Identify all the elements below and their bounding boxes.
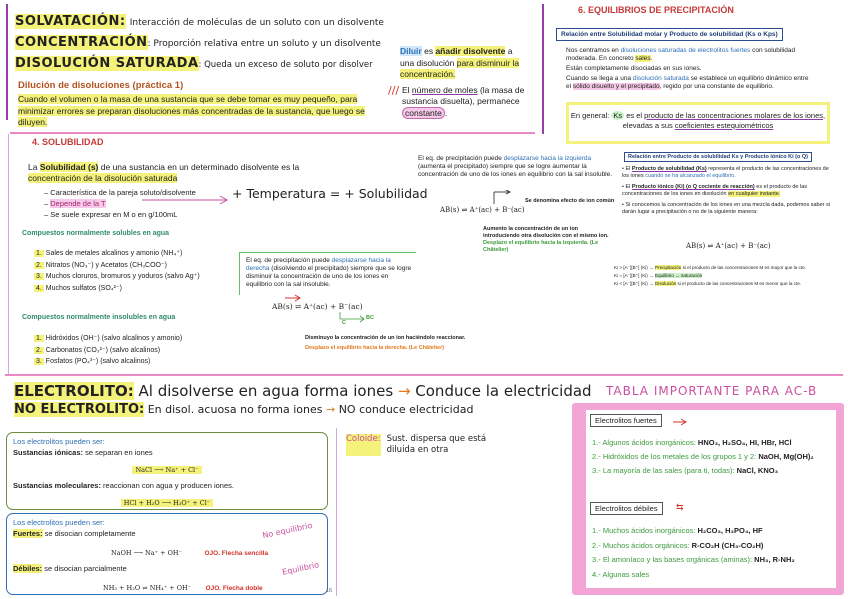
fuertes-title: Electrolitos fuertes	[590, 414, 662, 427]
ojo-flecha-doble: OJO. Flecha doble	[205, 585, 263, 592]
constante-word: constante	[402, 107, 445, 119]
tabla-electrolitos	[572, 403, 844, 595]
electrolitos-box-1: Los electrolitos pueden ser: Sustancias iónicas: se separan en iones NaCl ⟶ Na⁺ + Cl⁻ Sustancias moleculares: reaccionan con agua y producen iones. HCl + H₂O ⟶ H₃O⁺ + Cl⁻	[6, 432, 328, 510]
tabla-importante-note: TABLA IMPORTANTE PARA AC-B	[606, 384, 818, 398]
equilibrios-body: Nos centramos en disoluciones saturadas de electrolitos fuertes con solubilidad moderada. En concreto sales. Están completamente disociadas en sus iones. Cuando se llega a una disolución saturada se establece un equilibrio dinámico entre el sólido disuelto y el precipitado, regido por una constante de equilibrio.	[566, 47, 809, 90]
list-item: 3.- La mayoría de las sales (para ti, todas): NaCl, KNO₃	[592, 466, 779, 475]
list-item: 2. Carbonatos (CO₃²⁻) (salvo alcalinos)	[36, 346, 161, 354]
dilucion-body: Cuando el volumen o la masa de una sustancia que se debe tomar es muy pequeño, para minimizar errores se preparan disoluciones más concentradas de la sustancia, que luego se diluyen.	[18, 94, 365, 127]
concentracion-def: : Proporción relativa entre un soluto y un disolvente	[147, 39, 381, 49]
ks-qi-equation: AB(s) ⇌ A⁺(ac) + B⁻(ac)	[686, 242, 771, 250]
derecha-box: El eq. de precipitación puede desplazarse hacia la derecha (disolviendo el precipitado) siempre que se logre disminuir la concentración de uno de los iones en equilibrio con la sal insoluble.	[239, 252, 416, 295]
triple-slash-marks: ///	[388, 83, 400, 97]
divider-pink-mid	[10, 132, 535, 134]
solvatacion-term: SOLVATACIÓN:	[15, 14, 126, 29]
ks-qi-rules	[614, 264, 839, 288]
equilibrios-title: 6. EQUILIBRIOS DE PRECIPITACIÓN	[578, 5, 734, 15]
derecha-bc-label: BC	[366, 315, 374, 321]
ion-comun-text: El eq. de precipitación puede desplazarse hacia la izquierda (aumenta el precipitado) siempre que se logre aumentar la concentración de uno de los iones en equilibrio con la sal insoluble.	[418, 155, 613, 178]
list-item: 1.- Muchos ácidos inorgánicos: H₂CO₃, H₃PO₄, HF	[592, 526, 763, 535]
bullet-item: – Se suele expresar en M o en g/100mL	[44, 210, 178, 219]
divider-purple-top	[6, 4, 8, 120]
solubilidad-title: 4. SOLUBILIDAD	[32, 137, 104, 147]
equation-nh3: NH₃ + H₂O ⇌ NH₄⁺ + OH⁻	[103, 584, 192, 592]
list-item: 4. Muchos sulfatos (SO₄²⁻)	[36, 284, 122, 292]
fuertes-list	[592, 436, 834, 478]
equilibrios-box-title: Relación entre Solubilidad molar y Producto de solubilidad (Ks o Kps)	[556, 28, 783, 41]
ks-qi-title: Relación entre Producto de solubilidad Ks y Producto iónico Ki (o Q)	[624, 152, 812, 162]
definitions-block	[15, 12, 385, 75]
list-item: 4.- Algunas sales	[592, 569, 650, 579]
temperatura-note: + Temperatura = + Solubilidad	[232, 186, 428, 201]
divider-pink-lower	[5, 374, 843, 376]
no-equilibrio-note: No equilibrio	[261, 520, 314, 541]
page-number: 16	[326, 588, 333, 594]
list-item: 1. Sales de metales alcalinos y amonio (NH₄⁺)	[36, 250, 183, 257]
list-item: 1.- Algunos ácidos inorgánicos: HNO₃, H₂SO₄, HI, HBr, HCl	[592, 438, 792, 447]
solvatacion-def: Interacción de moléculas de un soluto con un disolvente	[129, 18, 384, 28]
electrolito-line: ELECTROLITO: Al disolverse en agua forma iones → Conduce la electricidad	[14, 382, 592, 400]
bullet-item: – Característica de la pareja soluto/disolvente	[44, 188, 196, 197]
ion-comun-foot: Aumento la concentración de un ion introduciendo otra disolución con el mismo ion. Desplazo el equilibrio hacia la izquierda. (Le Châtelier)	[483, 226, 609, 253]
derecha-red-arrow	[283, 294, 303, 302]
divider-purple-lower	[336, 428, 337, 596]
diluir-note: Diluir es añadir disolvente a una disolución para disminuir la concentración. /// El número de moles (la masa de sustancia disuelta), permanece constante .	[388, 46, 525, 118]
electrolitos-box-2: Los electrolitos pueden ser: Fuertes: se disocian completamente NaOH ⟶ Na⁺ + OH⁻ OJO. Flecha sencilla Débiles: se disocian parcialmente NH₃ + H₂O ⇌ NH₄⁺ + OH⁻ OJO. Flecha doble	[6, 513, 328, 595]
equation-nacl: NaCl ⟶ Na⁺ + Cl⁻	[132, 466, 201, 474]
disolucion-def: : Queda un exceso de soluto por disolver	[198, 60, 373, 70]
ion-comun-arrows	[490, 190, 520, 206]
tabla-inner	[586, 410, 836, 588]
debiles-list	[592, 524, 834, 582]
list-item: 2. Nitratos (NO₃⁻) y Acetatos (CH₃COO⁻)	[36, 261, 168, 269]
ion-comun-equation: AB(s) ⇌ A⁺(ac) + B⁻(ac)	[440, 206, 525, 214]
derecha-equation: AB(s) ⇌ A⁺(ac) + B⁻(ac)	[272, 302, 363, 311]
list-item: 3. Fosfatos (PO₄³⁻) (salvo alcalinos)	[36, 358, 151, 365]
equation-naoh: NaOH ⟶ Na⁺ + OH⁻	[111, 549, 183, 557]
concentracion-term: CONCENTRACIÓN	[15, 35, 148, 50]
debiles-title: Electrolitos débiles	[590, 502, 663, 515]
ks-general-box: En general: Ks es el producto de las concentraciones molares de los iones, elevadas a sus coeficientes estequiométricos	[566, 102, 830, 144]
list-item: 2.- Muchos ácidos orgánicos: R-CO₂H (CH₃-CO₂H)	[592, 540, 764, 550]
soluble-title: Compuestos normalmente solubles en agua	[22, 230, 170, 237]
rule-equilibrio: Ki = [A⁻][B⁺] (Ki) → Equilibrio → saturación	[614, 273, 703, 278]
rule-disolucion: Ki < [A⁻][B⁺] (Ki) → Disolución si el producto de las concentraciones M es menor que la cte.	[614, 281, 802, 286]
arrow-single-icon	[672, 418, 688, 426]
ojo-flecha-sencilla: OJO. Flecha sencilla	[204, 550, 269, 557]
diluir-word: Diluir	[400, 46, 422, 56]
list-item: 2.- Hidróxidos de los metales de los grupos 1 y 2: NaOH, Mg(OH)₂	[592, 452, 814, 461]
divider-purple-left	[8, 134, 9, 374]
list-item: 3. Muchos cloruros, bromuros y yoduros (salvo Ag⁺)	[36, 273, 200, 280]
list-item: 1. Hidróxidos (OH⁻) (salvo alcalinos y amonio)	[36, 335, 183, 342]
dilucion-title: Dilución de disoluciones (práctica 1)	[18, 80, 184, 91]
arrow-double-icon: ⇆	[676, 502, 684, 512]
insoluble-title: Compuestos normalmente insolubles en agua	[22, 314, 176, 321]
dilucion-section	[18, 80, 383, 129]
rule-precipitacion: Ki > [A⁻][B⁺] (Ki) → Precipitación si el producto de las concentraciones M es mayor que la cte.	[614, 265, 806, 270]
ion-comun-side-note: Se denomina efecto de ion común	[525, 198, 615, 204]
solubilidad-intro: La Solubilidad (s) de una sustancia en un determinado disolvente es la concentración de la disolución saturada	[28, 162, 300, 183]
bullet-item: – Depende de la T	[44, 199, 106, 208]
disolucion-term: DISOLUCIÓN SATURADA	[15, 56, 199, 71]
arrow-to-temperature	[142, 194, 232, 206]
no-electrolito-line: NO ELECTROLITO: En disol. acuosa no forma iones → NO conduce electricidad	[14, 402, 474, 417]
insoluble-list	[34, 333, 182, 368]
derecha-c-label: C	[342, 320, 346, 326]
divider-purple-right	[542, 4, 544, 134]
soluble-list	[34, 248, 200, 294]
coloide-note: Coloide: Sust. dispersa que está diluida en otra	[346, 434, 487, 455]
equation-hcl: HCl + H₂O ⟶ H₃O⁺ + Cl⁻	[121, 499, 213, 507]
derecha-foot: Disminuyo la concentración de un ion haciéndolo reaccionar. Desplazo el equilibrio hacia la derecha. (Le Châtelier)	[305, 335, 466, 351]
ks-qi-body: • El Producto de solubilidad (Ks) representa el producto de las concentraciones de los iones cuando se ha alcanzado el equilibrio. • El Producto iónico (Ki) (o Q cociente de reacción) es el producto de las concentraciones de los iones en disolución en cualquier instante. • Si conocemos la concentración de los iones en una mezcla dada, podemos saber si darán lugar a precipitación o no de la siguiente manera:	[622, 166, 831, 215]
list-item: 3.- El amoníaco y las bases orgánicas (aminas): NH₃, R-NH₂	[592, 555, 795, 564]
equilibrio-note: Equilibrio	[281, 560, 320, 577]
